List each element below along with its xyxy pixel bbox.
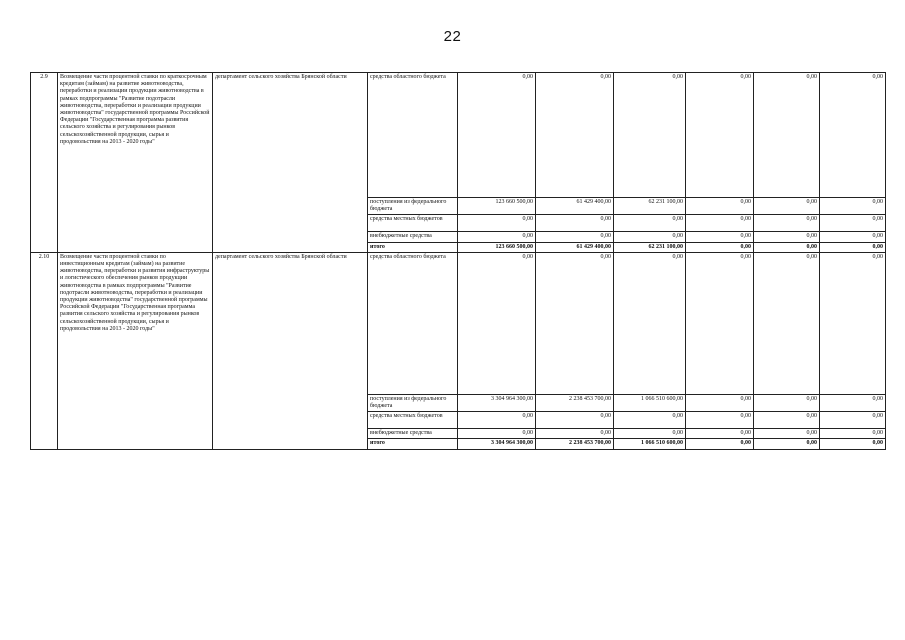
funding-source: внебюджетные средства bbox=[368, 232, 458, 242]
amount-cell: 0,00 bbox=[754, 252, 820, 394]
total-amount-cell: 61 429 400,00 bbox=[536, 242, 614, 252]
funding-source: средства областного бюджета bbox=[368, 73, 458, 198]
amount-cell: 0,00 bbox=[458, 252, 536, 394]
amount-cell: 0,00 bbox=[614, 215, 686, 232]
amount-cell: 0,00 bbox=[820, 198, 886, 215]
total-amount-cell: 0,00 bbox=[820, 242, 886, 252]
total-amount-cell: 0,00 bbox=[754, 242, 820, 252]
amount-cell: 0,00 bbox=[754, 198, 820, 215]
amount-cell: 0,00 bbox=[820, 412, 886, 429]
amount-cell: 0,00 bbox=[614, 232, 686, 242]
amount-cell: 0,00 bbox=[686, 73, 754, 198]
amount-cell: 0,00 bbox=[536, 232, 614, 242]
amount-cell: 62 231 100,00 bbox=[614, 198, 686, 215]
total-amount-cell: 0,00 bbox=[686, 439, 754, 449]
amount-cell: 0,00 bbox=[614, 429, 686, 439]
amount-cell: 0,00 bbox=[820, 429, 886, 439]
total-amount-cell: 0,00 bbox=[686, 242, 754, 252]
page-number: 22 bbox=[443, 28, 462, 45]
budget-table bbox=[30, 72, 886, 450]
measure-description: Возмещение части процентной ставки по краткосрочным кредитам (займам) на развитие животноводства, переработки и реализации продукции животноводства в рамках подпрограммы "Развитие подотрасли животноводства, переработки и реализации продукции животноводства" государственной программы Российской Федерации "Государственная программа развития сельского хозяйства и регулирования рынков сельскохозяйственной продукции, сырья и продовольствия на 2013 - 2020 годы" bbox=[58, 73, 213, 253]
total-amount-cell: 1 066 510 600,00 bbox=[614, 439, 686, 449]
amount-cell: 0,00 bbox=[536, 215, 614, 232]
amount-cell: 0,00 bbox=[754, 412, 820, 429]
total-amount-cell: 0,00 bbox=[754, 439, 820, 449]
amount-cell: 0,00 bbox=[820, 232, 886, 242]
amount-cell: 2 238 453 700,00 bbox=[536, 394, 614, 411]
amount-cell: 1 066 510 600,00 bbox=[614, 394, 686, 411]
measure-description: Возмещение части процентной ставки по инвестиционным кредитам (займам) на развитие животноводства, переработки и развития инфраструктуры и логистического обеспечения рынков продукции животноводства в рамках подпрограммы "Развитие подотрасли животноводства, переработки и реализации продукции животноводства" государственной программы Российской Федерации "Государственная программа развития сельского хозяйства и регулирования рынков сельскохозяйственной продукции, сырья и продовольствия на 2013 - 2020 годы" bbox=[58, 252, 213, 449]
responsible-department: департамент сельского хозяйства Брянской области bbox=[213, 73, 368, 253]
amount-cell: 123 660 500,00 bbox=[458, 198, 536, 215]
table-row bbox=[31, 73, 886, 198]
amount-cell: 0,00 bbox=[614, 73, 686, 198]
amount-cell: 0,00 bbox=[458, 215, 536, 232]
amount-cell: 0,00 bbox=[820, 73, 886, 198]
amount-cell: 0,00 bbox=[754, 232, 820, 242]
amount-cell: 0,00 bbox=[820, 394, 886, 411]
total-amount-cell: 0,00 bbox=[820, 439, 886, 449]
amount-cell: 0,00 bbox=[686, 394, 754, 411]
amount-cell: 3 304 964 300,00 bbox=[458, 394, 536, 411]
amount-cell: 61 429 400,00 bbox=[536, 198, 614, 215]
amount-cell: 0,00 bbox=[754, 73, 820, 198]
amount-cell: 0,00 bbox=[614, 412, 686, 429]
funding-source: средства местных бюджетов bbox=[368, 215, 458, 232]
funding-source: поступления из федерального бюджета bbox=[368, 198, 458, 215]
amount-cell: 0,00 bbox=[536, 252, 614, 394]
amount-cell: 0,00 bbox=[614, 252, 686, 394]
total-amount-cell: 62 231 100,00 bbox=[614, 242, 686, 252]
amount-cell: 0,00 bbox=[686, 429, 754, 439]
amount-cell: 0,00 bbox=[754, 215, 820, 232]
amount-cell: 0,00 bbox=[686, 198, 754, 215]
amount-cell: 0,00 bbox=[686, 252, 754, 394]
funding-source: поступления из федерального бюджета bbox=[368, 394, 458, 411]
amount-cell: 0,00 bbox=[686, 412, 754, 429]
funding-source-total: итого bbox=[368, 242, 458, 252]
amount-cell: 0,00 bbox=[536, 73, 614, 198]
funding-source: средства областного бюджета bbox=[368, 252, 458, 394]
responsible-department: департамент сельского хозяйства Брянской области bbox=[213, 252, 368, 449]
amount-cell: 0,00 bbox=[686, 215, 754, 232]
amount-cell: 0,00 bbox=[458, 412, 536, 429]
amount-cell: 0,00 bbox=[820, 215, 886, 232]
amount-cell: 0,00 bbox=[458, 232, 536, 242]
amount-cell: 0,00 bbox=[686, 232, 754, 242]
table-row bbox=[31, 252, 886, 394]
amount-cell: 0,00 bbox=[820, 252, 886, 394]
amount-cell: 0,00 bbox=[458, 73, 536, 198]
total-amount-cell: 2 238 453 700,00 bbox=[536, 439, 614, 449]
funding-source: внебюджетные средства bbox=[368, 429, 458, 439]
total-amount-cell: 3 304 964 300,00 bbox=[458, 439, 536, 449]
row-number: 2.10 bbox=[31, 252, 58, 449]
amount-cell: 0,00 bbox=[754, 394, 820, 411]
amount-cell: 0,00 bbox=[458, 429, 536, 439]
total-amount-cell: 123 660 500,00 bbox=[458, 242, 536, 252]
funding-source: средства местных бюджетов bbox=[368, 412, 458, 429]
amount-cell: 0,00 bbox=[754, 429, 820, 439]
row-number: 2.9 bbox=[31, 73, 58, 253]
funding-source-total: итого bbox=[368, 439, 458, 449]
amount-cell: 0,00 bbox=[536, 412, 614, 429]
amount-cell: 0,00 bbox=[536, 429, 614, 439]
